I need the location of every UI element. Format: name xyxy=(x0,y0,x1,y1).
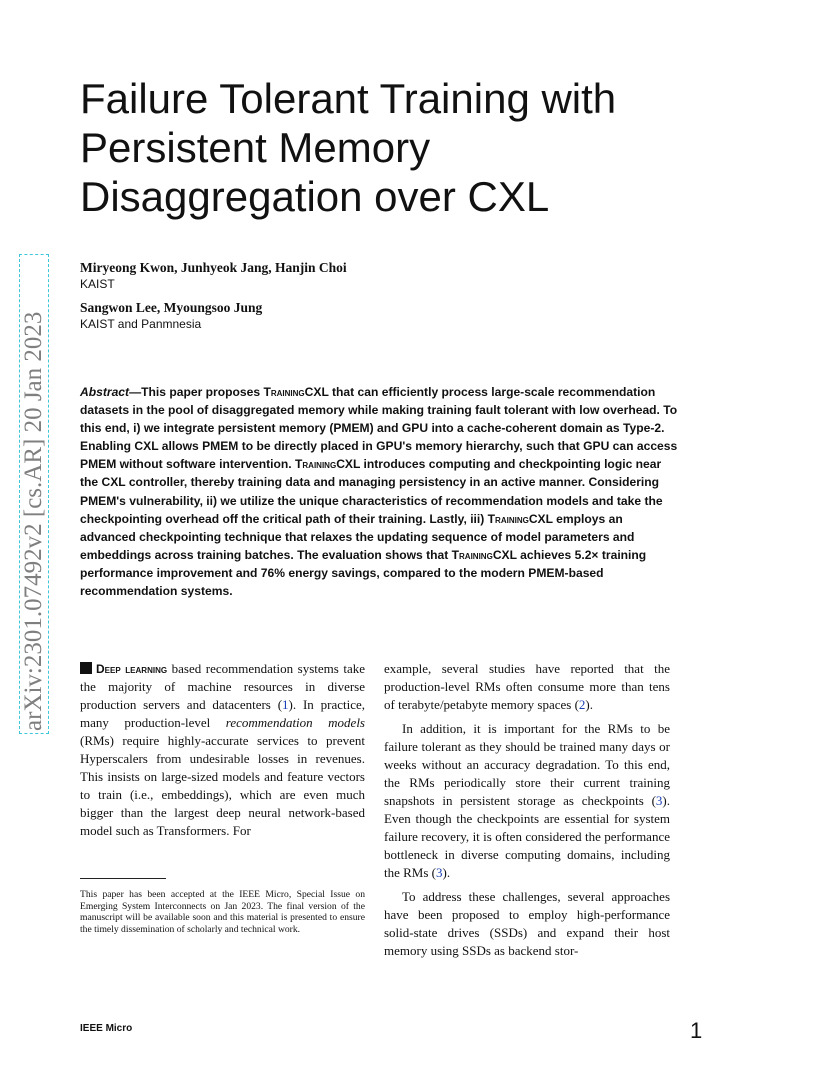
text-run: ). In practice, many production-level xyxy=(80,697,366,730)
system-name-suffix: CXL xyxy=(528,511,553,526)
system-name-small-caps: Training xyxy=(263,385,305,399)
page-number: 1 xyxy=(690,1018,703,1043)
body-right-column xyxy=(384,660,670,960)
system-name-small-caps: Training xyxy=(487,511,529,526)
author-block xyxy=(80,300,262,332)
abstract xyxy=(80,383,680,600)
abstract-text: employs an advanced checkpointing technique that relaxes the updating sequence of model parameters and embeddings across training batches. The evaluation shows that xyxy=(80,511,635,562)
title-line: Failure Tolerant Training with xyxy=(80,75,617,122)
abstract-text: This paper proposes xyxy=(141,385,264,399)
journal-name: IEEE Micro xyxy=(80,1023,133,1034)
author-block xyxy=(80,260,347,292)
citation-link[interactable]: 2 xyxy=(578,697,586,712)
footnote: This paper has been accepted at the IEEE Micro, Special Issue on Emerging System Interconnects on Jan 2023. The final version of the manuscript will be available soon and this material is presented to ensure the timely dissemination of scholarly and technical work. xyxy=(80,889,365,935)
abstract-text: introduces computing and checkpointing logic near the CXL controller, thereby training data and managing persistency in an active manner. Considering PMEM's vulnerability, ii) we utilize the unique characteristics of recommendation models and take the checkpointing overhead off the critical path of their training. Lastly, iii) xyxy=(80,457,663,526)
abstract-dash: — xyxy=(129,385,142,399)
paragraph xyxy=(384,720,670,882)
paper-title xyxy=(80,74,720,221)
system-name-small-caps: Training xyxy=(451,547,493,562)
system-name-small-caps: Training xyxy=(295,457,337,472)
paragraph xyxy=(80,660,365,840)
section-marker-square xyxy=(80,662,92,674)
author-names: Sangwon Lee, Myoungsoo Jung xyxy=(80,300,263,315)
citation-link[interactable]: 1 xyxy=(282,697,289,712)
abstract-label: Abstract xyxy=(80,385,130,399)
text-run: In addition, it is important for the RMs to be failure tolerant as they should be trained many days or weeks without an accuracy degradation. To this end, the RMs periodically store their current training snapshots in persistent storage as checkpoints ( xyxy=(384,721,670,808)
text-run: based recommendation systems take the majority of machine resources in diverse production servers and datacenters ( xyxy=(80,661,365,712)
paragraph xyxy=(384,660,670,714)
text-run: ). xyxy=(442,865,451,880)
abstract-text: achieves 5.2× training performance improvement and 76% energy savings, compared to the modern PMEM-based recommendation systems. xyxy=(80,547,647,599)
citation-link[interactable]: 3 xyxy=(436,865,443,880)
emphasis: recommendation models xyxy=(225,715,365,730)
author-affiliation: KAIST and Panmnesia xyxy=(80,317,202,331)
system-name-suffix: CXL xyxy=(336,457,361,472)
text-run: ). xyxy=(585,697,594,712)
title-line: Disaggregation over CXL xyxy=(80,173,550,220)
title-line: Persistent Memory xyxy=(80,124,431,171)
text-run: (RMs) require highly-accurate services to prevent Hyperscalers from undesirable losses in revenues. This insists on large-sized models and feature vectors to train (i.e., embeddings), which are even much bigger than the largest deep neural network-based model such as Transformers. For xyxy=(80,733,365,838)
text-run: ). Even though the checkpoints are essential for system failure recovery, it is often considered the performance bottleneck in diverse computing domains, including the RMs ( xyxy=(384,793,670,880)
paragraph: To address these challenges, several approaches have been proposed to employ high-performance solid-state drives (SSDs) and expand their host memory using SSDs as backend stor- xyxy=(384,889,670,958)
system-name-suffix: CXL xyxy=(304,385,329,399)
author-affiliation: KAIST xyxy=(80,277,115,291)
lead-in: Deep learning xyxy=(96,662,168,676)
arxiv-stamp: arXiv:2301.07492v2 [cs.AR] 20 Jan 2023 xyxy=(19,254,49,734)
citation-link[interactable]: 3 xyxy=(655,793,663,808)
abstract-text: that can efficiently process large-scale recommendation datasets in the pool of disaggregated memory while making training fault tolerant with low overhead. To this end, i) we integrate persistent memory (PMEM) and GPU into a cache-coherent domain as Type-2. Enabling CXL allows PMEM to be directly placed in GPU's memory hierarchy, such that GPU can access PMEM without software intervention. xyxy=(80,385,678,472)
system-name-suffix: CXL xyxy=(492,547,517,562)
footnote-rule xyxy=(80,878,166,879)
text-run: example, several studies have reported that the production-level RMs often consume more than tens of terabyte/petabyte memory spaces ( xyxy=(384,661,670,712)
author-names: Miryeong Kwon, Junhyeok Jang, Hanjin Choi xyxy=(80,260,347,275)
body-left-column xyxy=(80,660,365,840)
